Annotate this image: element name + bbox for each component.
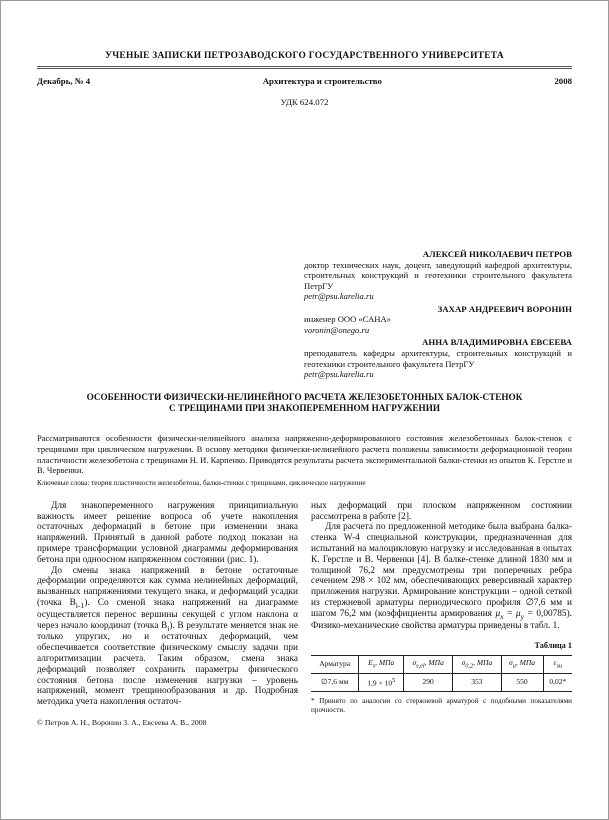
body-paragraph: Для знакопеременного нагружения принципиальную важность имеет решение вопроса об учете накопления остаточных деформаций в бетоне при изменении знака напряжений. Принятый в данной работе подход показан на примере трансформации условной диаграммы деформирования бетона при одноосном напряженном состоянии (рис. 1). — [37, 500, 298, 565]
author-bio: инженер ООО «САНА» — [304, 314, 391, 325]
table-cell: 550 — [501, 673, 543, 691]
body-paragraph: ных деформаций при плоском напряженном состоянии рассмотрена в работе [2]. — [311, 500, 572, 522]
header-rule — [37, 66, 572, 69]
table-cell: 353 — [453, 673, 501, 691]
author-name: АЛЕКСЕЙ НИКОЛАЕВИЧ ПЕТРОВ — [422, 249, 572, 259]
author-entry — [304, 337, 572, 379]
article-title-line2: С ТРЕЩИНАМИ ПРИ ЗНАКОПЕРЕМЕННОМ НАГРУЖЕНИИ — [169, 403, 440, 414]
article-title — [37, 392, 572, 416]
table-header-cell: $E_s$, МПа — [359, 655, 404, 673]
body-paragraph: До смены знака напряжений в бетоне остаточные деформации определяются как сумма нелинейных деформаций, вызванных напряжениями текущего знака, и деформаций усадки (точка $B_{i-1}$). Со сменой знака напряжений на диаграмме осуществляется перенос вершины секущей с углом наклона α через начало координат (точка $B_i$). В результате меняется знак не только упругих, но и остаточных деформаций, чем обеспечивается соответствие физическому смыслу задачи при алгоритмизации расчета. Таким образом, смена знака деформаций позволяет сохранить параметры физического состояния бетона после изменения нагрузки – уровень напряжений, момент трещинообразования и др. Подробная методика учета накопления остаточ- — [37, 565, 298, 708]
article-title-line1: ОСОБЕННОСТИ ФИЗИЧЕСКИ-НЕЛИНЕЙНОГО РАСЧЕТА ЖЕЛЕЗОБЕТОННЫХ БАЛОК-СТЕНОК — [86, 391, 523, 402]
table-cell: $1,9 \times 10^5$ — [359, 673, 404, 691]
table-header-cell: $\sigma_u$, МПа — [501, 655, 543, 673]
table-1 — [311, 641, 572, 714]
right-column — [311, 501, 572, 727]
table-header-cell: $\sigma_{0,2}$, МПа — [453, 655, 501, 673]
author-bio: преподаватель кафедры архитектуры, строительных конструкций и геотехники строительного факультета ПетрГУ — [304, 348, 572, 369]
table-header-cell: Арматура — [311, 655, 359, 673]
author-bio: доктор технических наук, доцент, заведующий кафедрой архитектуры, строительных конструкций и геотехники строительного факультета ПетрГУ — [304, 259, 572, 291]
journal-title: УЧЕНЫЕ ЗАПИСКИ ПЕТРОЗАВОДСКОГО ГОСУДАРСТВЕННОГО УНИВЕРСИТЕТА — [105, 51, 504, 61]
keywords: Ключевые слова: теория пластичности железобетона, балки-стенки с трещинами, циклическое нагружение — [37, 478, 366, 487]
left-column — [37, 501, 298, 727]
table-row — [311, 673, 572, 691]
table-1-grid — [311, 655, 572, 692]
author-email: petr@psu.karelia.ru — [304, 369, 374, 380]
table-1-footnote: * Принято по аналогии со стержневой арматурой с подобными показателями прочности. — [311, 696, 572, 714]
author-entry — [304, 304, 572, 336]
table-1-label: Таблица 1 — [534, 641, 572, 651]
author-entry — [304, 249, 572, 302]
table-cell: 0,02* — [543, 673, 572, 691]
issue-date: Декабрь, № 4 — [37, 76, 91, 86]
copyright-line: © Петров А. Н., Воронин З. А., Евсеева А. В., 2008 — [37, 717, 207, 727]
table-header-cell: $\sigma_{s,el}$, МПа — [404, 655, 453, 673]
author-name: АННА ВЛАДИМИРОВНА ЕВСЕЕВА — [422, 337, 572, 348]
abstract: Рассматриваются особенности физически-нелинейного анализа напряженно-деформированного состояния железобетонных балок-стенок с трещинами при циклическом нагружении. В основу методики физически-нелинейного расчета положены зависимости деформационной теории пластичности железобетона с трещинами Н. И. Карпенко. Приводятся результаты расчета экспериментальной балки-стенки из опытов К. Герстле и В. Червенки. — [37, 433, 572, 476]
table-header-row — [311, 655, 572, 673]
udk-code: УДК 624.072 — [280, 97, 329, 107]
author-name: ЗАХАР АНДРЕЕВИЧ ВОРОНИН — [437, 303, 572, 314]
issue-section: Архитектура и строительство — [262, 76, 382, 86]
table-cell: ∅7,6 мм — [321, 676, 349, 686]
authors-block — [304, 249, 572, 380]
table-header-cell: $\varepsilon_{su}$ — [543, 655, 572, 673]
author-email: petr@psu.karelia.ru — [304, 291, 374, 302]
body-paragraph: Для расчета по предложенной методике была выбрана балка-стенка W-4 специальной конструкции, предназначенная для испытаний на малоцикловую нагрузку и исследованная в опытах К. Герстле и В. Червенки [4]. В балке-стенке длиной 1830 мм и толщиной 76,2 мм предусмотрены три поперечных ребра сечением 298 × 102 мм, обеспечивающих реверсивный характер приложения нагрузки. Армирование конструкции – одной сеткой из стержневой арматуры периодического профиля ∅7,6 мм и шагом 76,2 мм (коэффициенты армирования $\mu_x = \mu_y = 0,00785$). Физико-механические свойства арматуры приведены в табл. 1. — [311, 522, 572, 631]
issue-year: 2008 — [554, 76, 572, 86]
author-email: voronin@onego.ru — [304, 324, 370, 335]
body-columns — [37, 501, 572, 727]
table-cell: 290 — [404, 673, 453, 691]
issue-row — [37, 76, 572, 86]
